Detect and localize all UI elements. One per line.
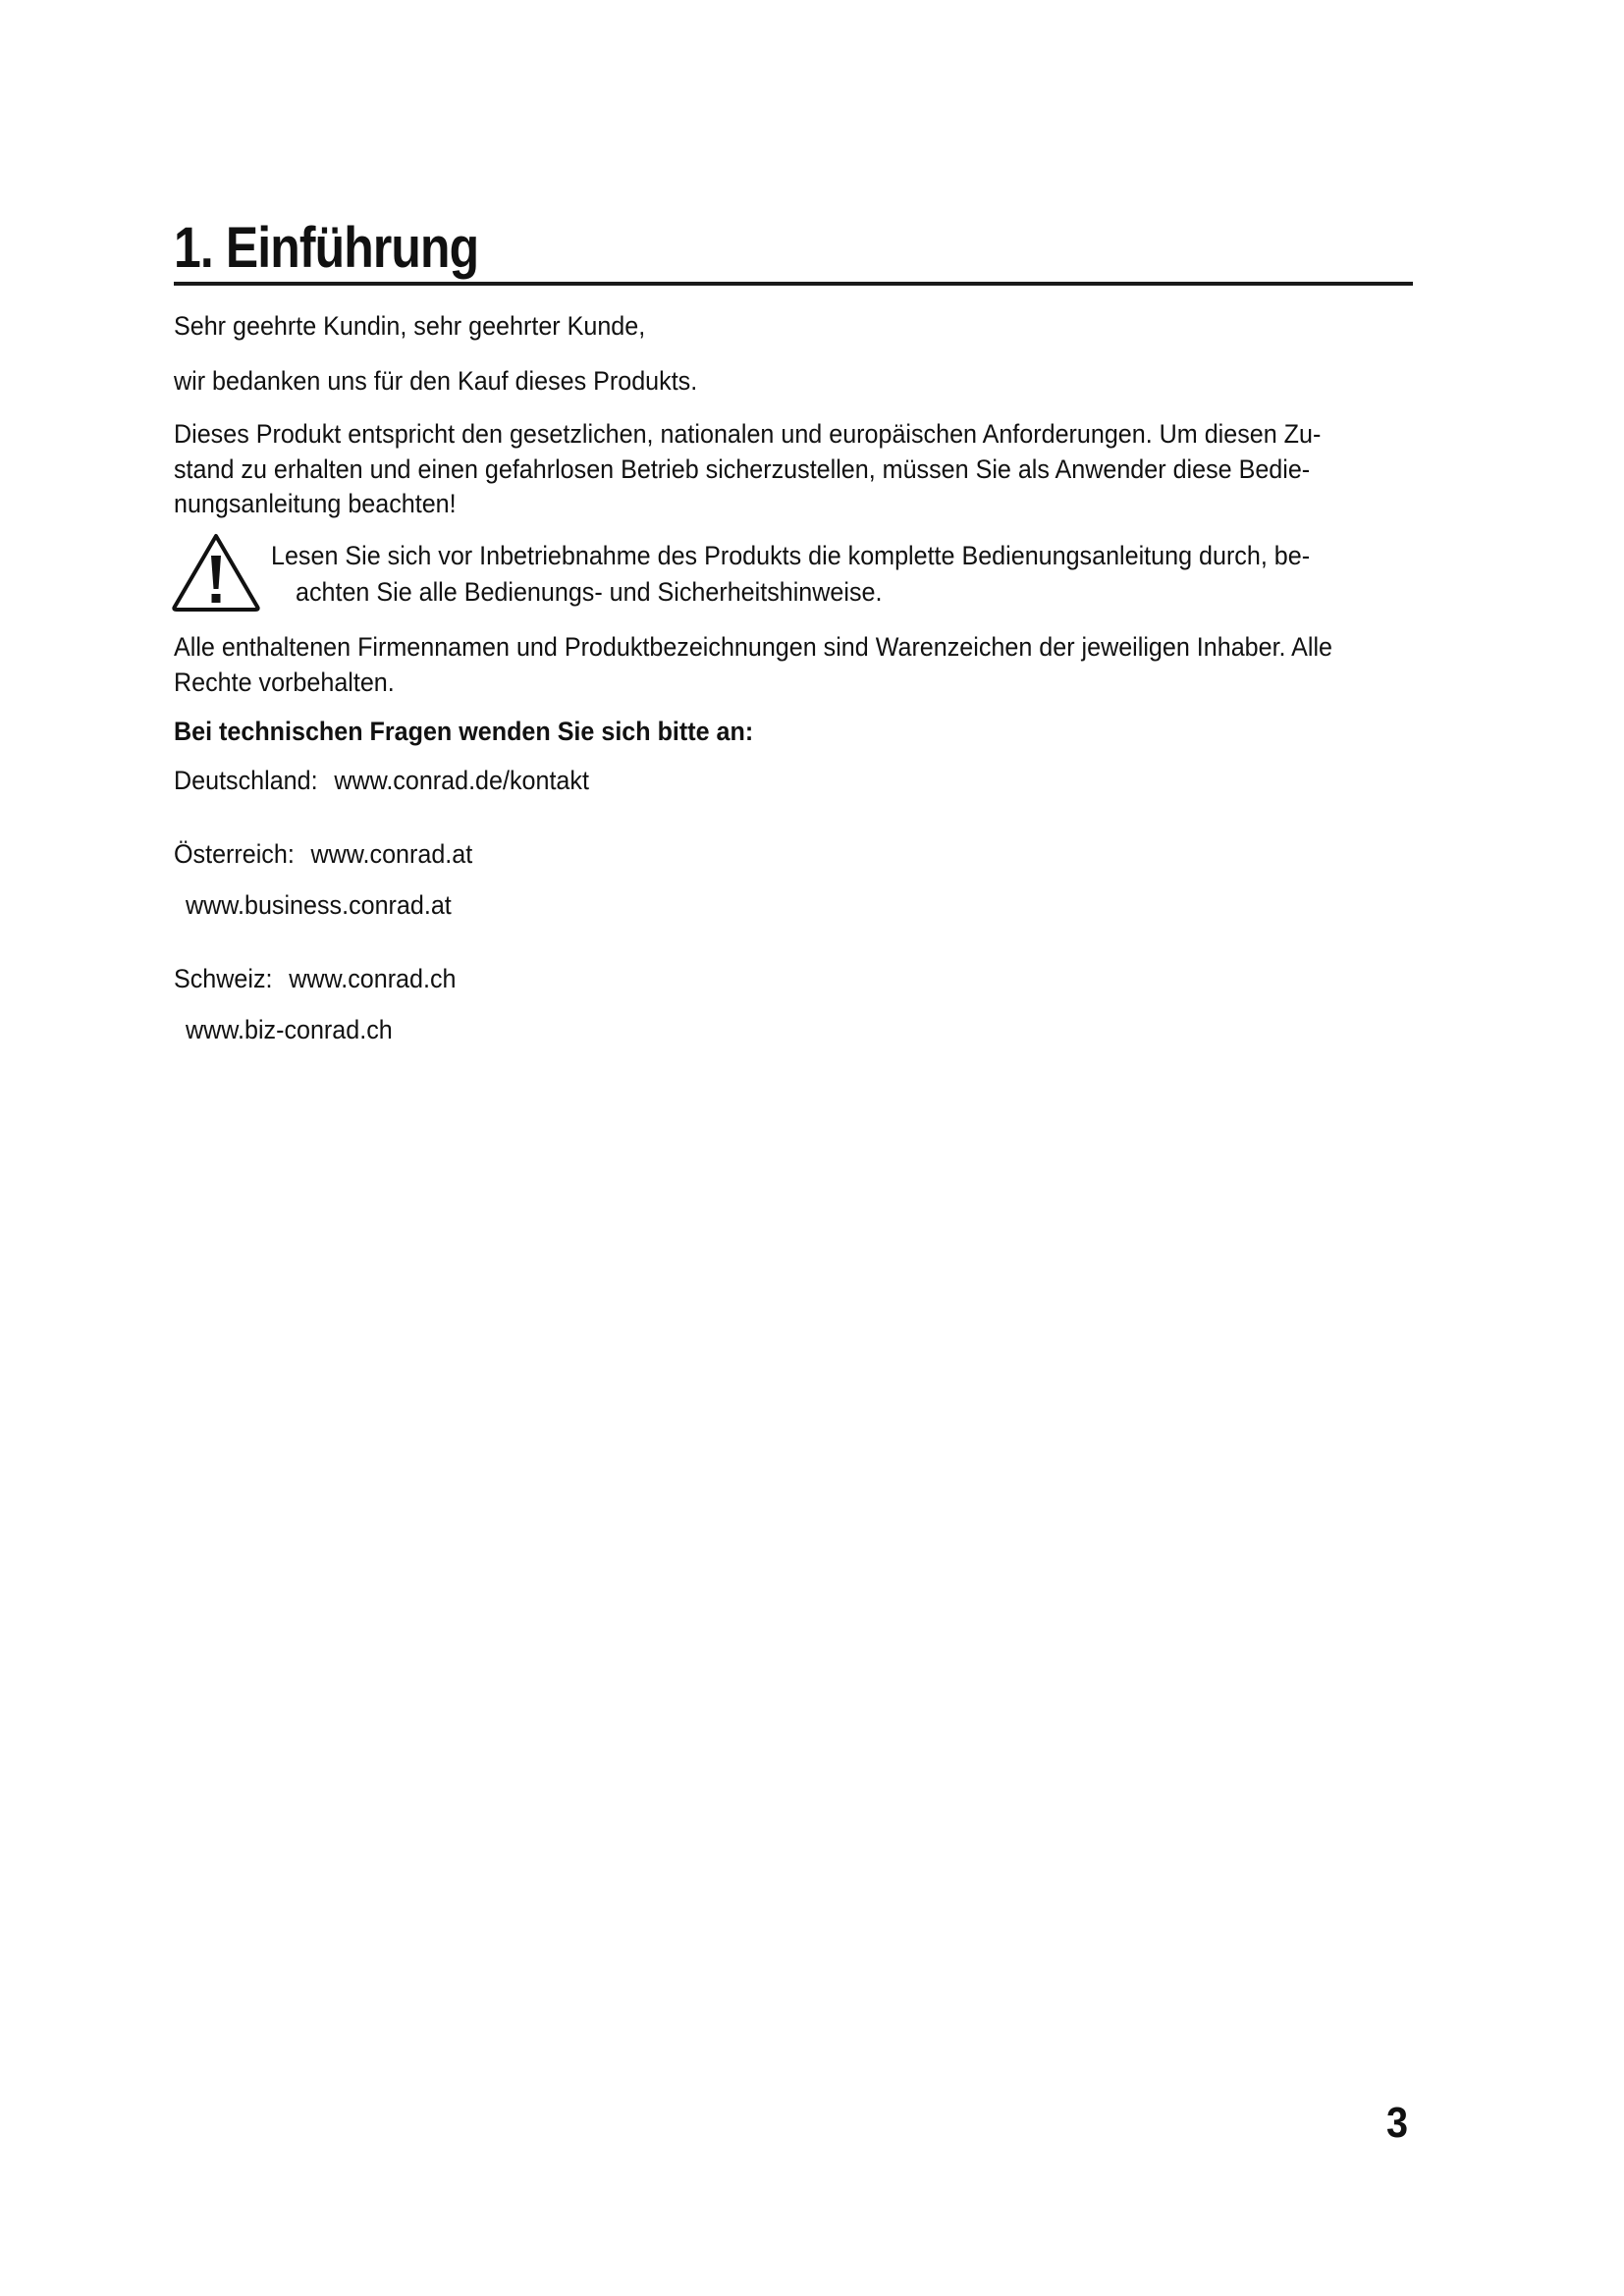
- warning-line-2: achten Sie alle Bedienungs- und Sicherheitshinweise.: [296, 577, 883, 607]
- thanks-line: wir bedanken uns für den Kauf dieses Produkts.: [174, 366, 698, 396]
- heading-rule: [174, 282, 1413, 286]
- contact-germany: [174, 763, 589, 798]
- support-heading: Bei technischen Fragen wenden Sie sich bitte an:: [174, 717, 754, 746]
- contact-url-switzerland-business[interactable]: www.biz-conrad.ch: [186, 1015, 393, 1044]
- contact-url-switzerland[interactable]: www.conrad.ch: [289, 964, 457, 993]
- intro-line-1: Dieses Produkt entspricht den gesetzlichen, nationalen und europäischen Anforderungen. Um diesen Zu-: [174, 419, 1322, 449]
- contact-url-germany[interactable]: www.conrad.de/kontakt: [334, 766, 589, 795]
- contact-switzerland: [174, 961, 457, 996]
- intro-line-3: nungsanleitung beachten!: [174, 489, 457, 518]
- warning-line-1: Lesen Sie sich vor Inbetriebnahme des Produkts die komplette Bedienungsanleitung durch, be-: [271, 541, 1311, 570]
- salutation: Sehr geehrte Kundin, sehr geehrter Kunde,: [174, 311, 646, 341]
- contact-label-switzerland: Schweiz:: [174, 964, 273, 993]
- contact-austria: [174, 836, 472, 872]
- contact-label-austria: Österreich:: [174, 839, 295, 869]
- contact-url-austria[interactable]: www.conrad.at: [310, 839, 473, 869]
- contact-label-germany: Deutschland:: [174, 766, 318, 795]
- intro-line-2: stand zu erhalten und einen gefahrlosen Betrieb sicherzustellen, müssen Sie als Anwender diese Bedie-: [174, 454, 1311, 484]
- section-heading: 1. Einführung: [174, 216, 479, 280]
- contact-url-austria-business[interactable]: www.business.conrad.at: [186, 890, 452, 920]
- page-number: 3: [1386, 2099, 1409, 2147]
- trademark-line-1: Alle enthaltenen Firmennamen und Produktbezeichnungen sind Warenzeichen der jeweiligen Inhaber. Alle: [174, 632, 1333, 662]
- trademark-line-2: Rechte vorbehalten.: [174, 667, 395, 697]
- warning-triangle-icon: [171, 532, 261, 613]
